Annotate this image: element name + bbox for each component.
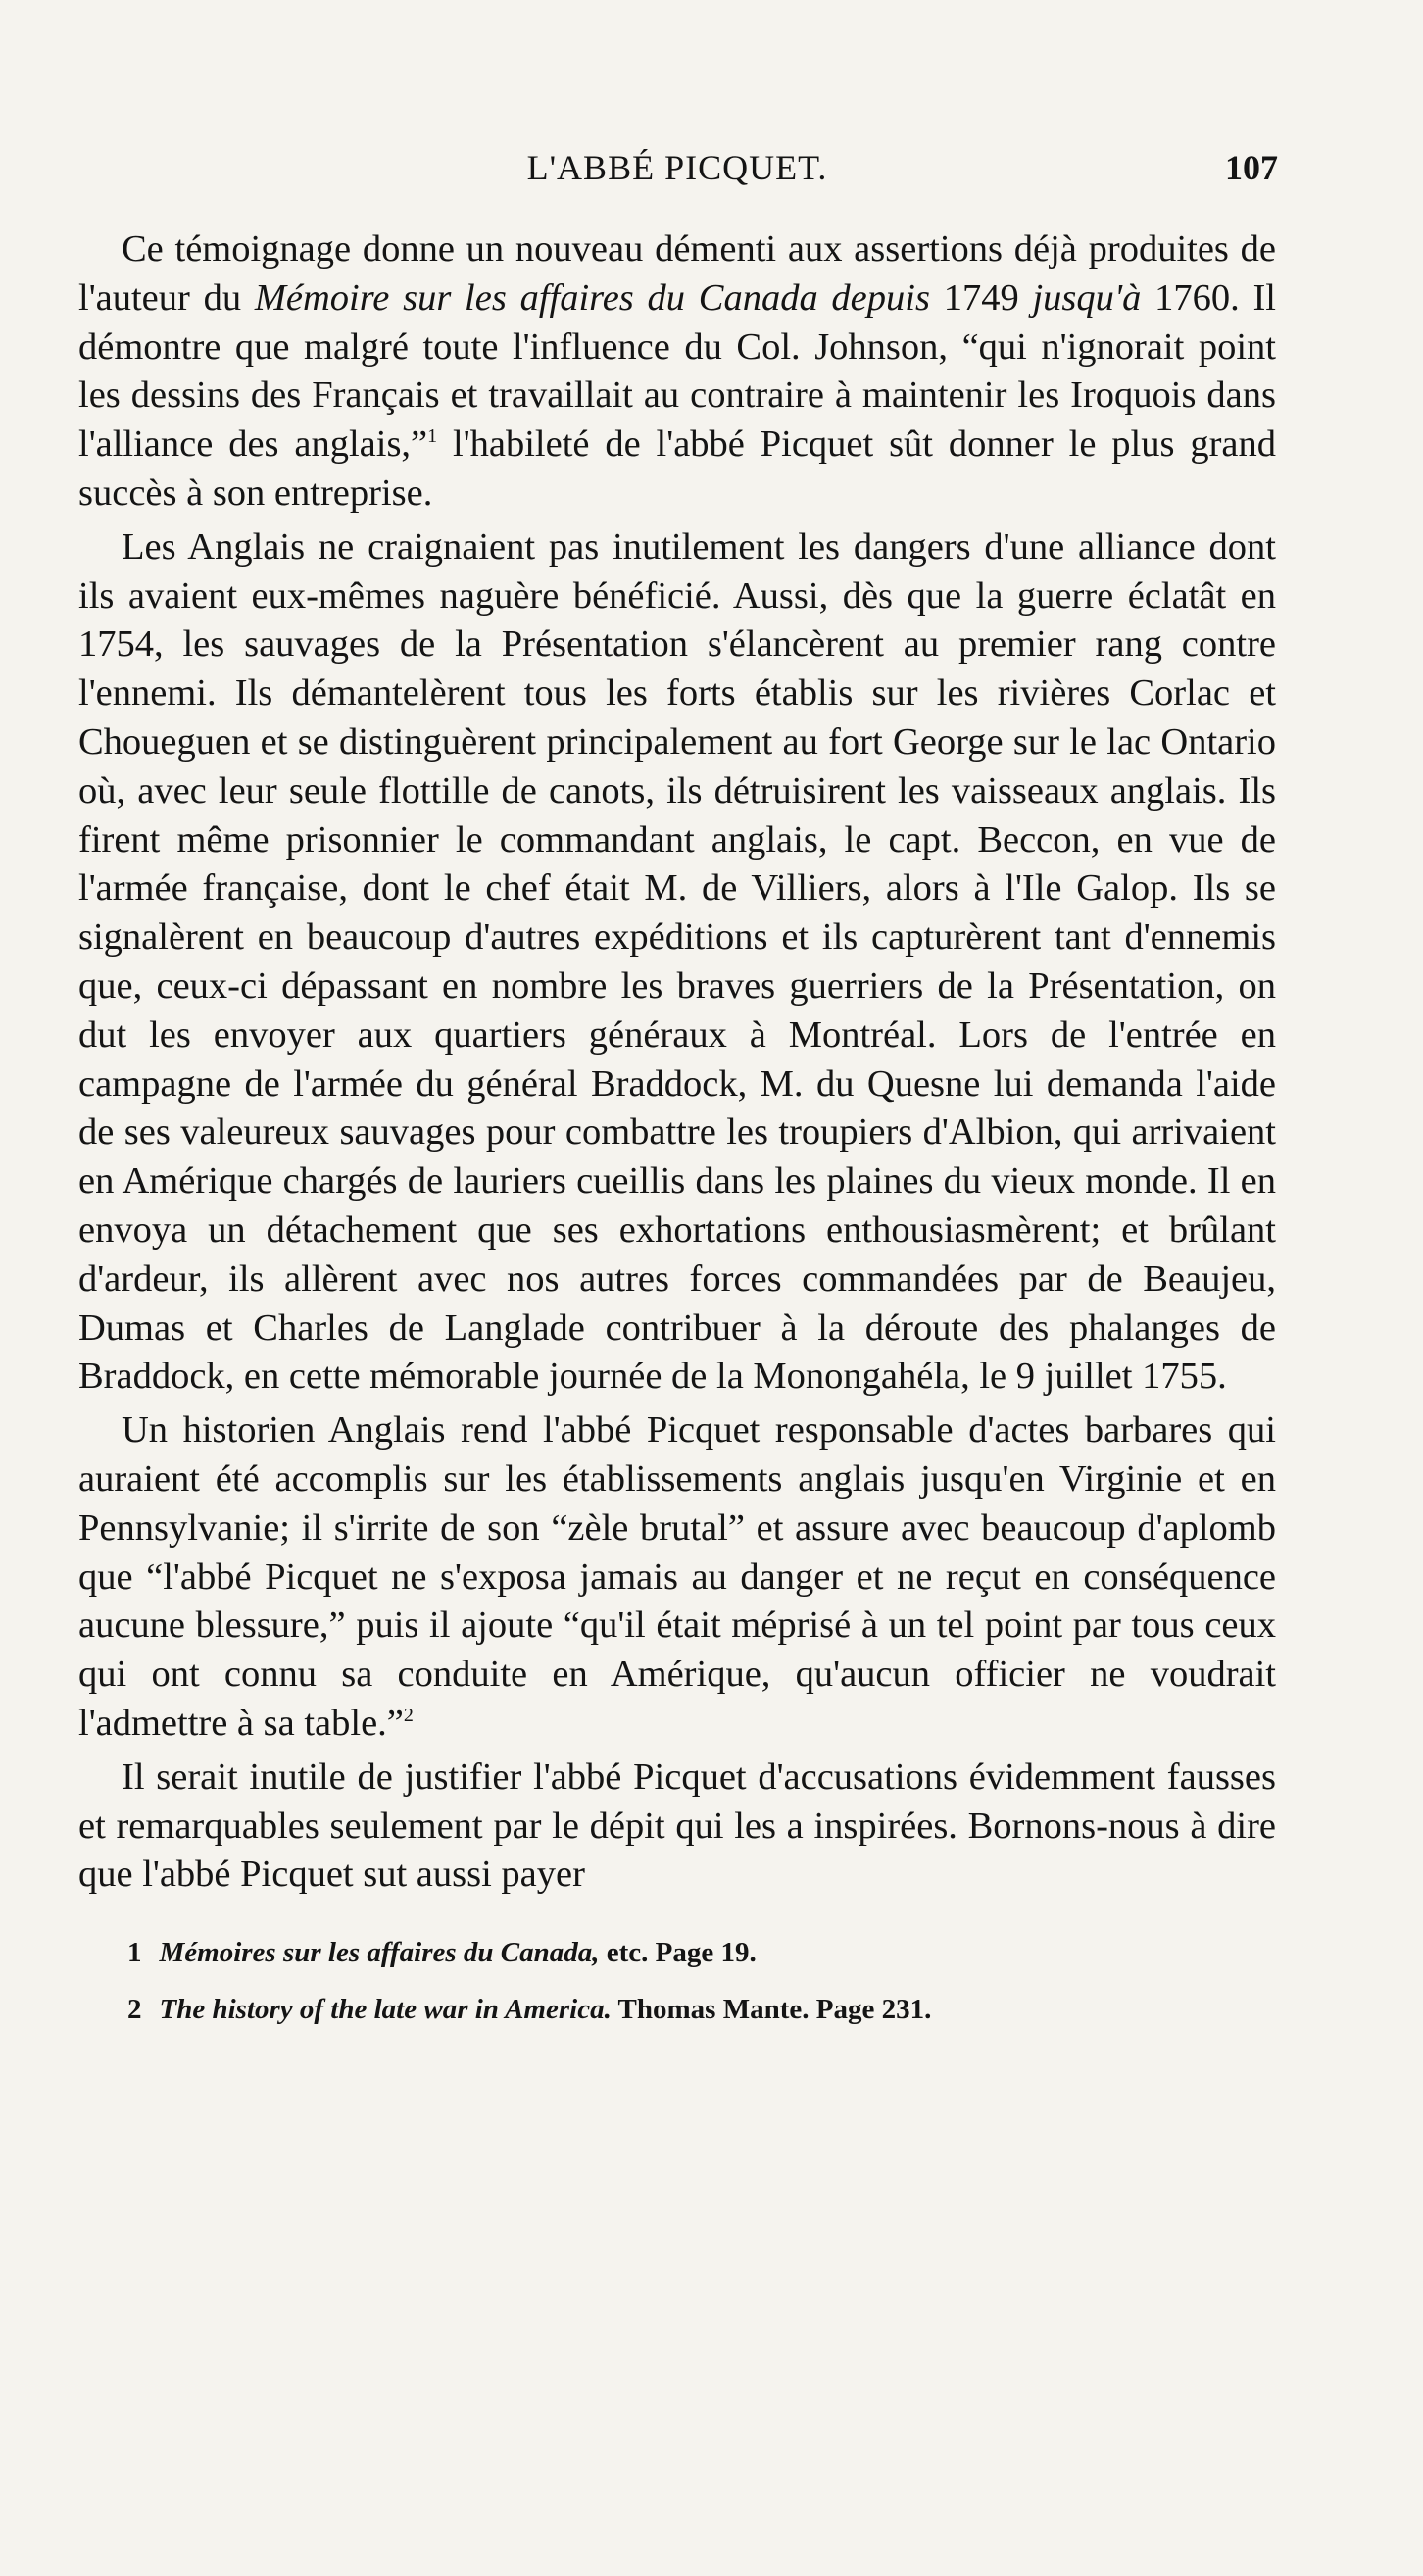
cited-title: Mémoire sur les affaires du Canada depuis — [254, 276, 930, 319]
body-text — [78, 225, 1276, 1900]
paragraph-1-text-c: 1760. Il démontre que malgré toute l'influence du Col. Johnson, “qui n'ignorait point les dessins des Français et travaillait au contraire à maintenir les Iroquois dans l'alliance des anglais,” — [78, 276, 1276, 466]
running-title: L'ABBÉ PICQUET. — [526, 148, 828, 187]
page — [78, 147, 1276, 2045]
paragraph-1-text-b: 1749 — [929, 276, 1033, 319]
footnote-number: 2 — [127, 1994, 142, 2026]
footnote-ref-2: 2 — [403, 1704, 414, 1726]
paragraph-1-text-a: Ce témoignage donne un nouveau démenti aux assertions déjà produites de l'auteur du — [78, 228, 1276, 319]
footnote-2 — [78, 1988, 1276, 2031]
page-number: 107 — [1225, 148, 1278, 187]
page-header — [78, 147, 1276, 206]
footnote-1 — [78, 1931, 1276, 1974]
paragraph-3 — [78, 1407, 1276, 1749]
footnote-number: 1 — [127, 1937, 142, 1969]
footnote-ref-1: 1 — [427, 425, 438, 448]
paragraph-4: Il serait inutile de justifier l'abbé Picquet d'accusations évidemment fausses et remarquables seulement par le dépit qui les a inspirées. Bornons-nous à dire que l'abbé Picquet sut aussi payer — [78, 1756, 1276, 1896]
paragraph-3-text: Un historien Anglais rend l'abbé Picquet responsable d'actes barbares qui auraient été accomplis sur les établissements anglais jusqu'en Virginie et en Pennsylvanie; il s'irrite de son “zèle brutal” et assure avec beaucoup d'aplomb que “l'abbé Picquet ne s'exposa jamais au danger et ne reçut en conséquence aucune blessure,” puis il ajoute “qu'il était méprisé à un tel point par tous ceux qui ont connu sa conduite en Amérique, qu'aucun officier ne voudrait l'admettre à sa table.” — [78, 1410, 1276, 1744]
paragraph-2: Les Anglais ne craignaient pas inutilement les dangers d'une alliance dont ils avaient eux-mêmes naguère bénéficié. Aussi, dès que la guerre éclatât en 1754, les sauvages de la Présentation s'élancèrent au premier rang contre l'ennemi. Ils démantelèrent tous les forts établis sur les rivières Corlac et Choueguen et se distinguèrent principalement au fort George sur le lac Ontario où, avec leur seule flottille de canots, ils détruisirent les vaisseaux anglais. Ils firent même prisonnier le commandant anglais, le capt. Beccon, en vue de l'armée française, dont le chef était M. de Villiers, alors à l'Ile Galop. Ils se signalèrent en beaucoup d'autres expéditions et ils capturèrent tant d'ennemis que, ceux-ci dépassant en nombre les braves guerriers de la Présentation, on dut les envoyer aux quartiers généraux à Montréal. Lors de l'entrée en campagne de l'armée du général Braddock, M. du Quesne lui demanda l'aide de ses valeureux sauvages pour combattre les troupiers d'Albion, qui arrivaient en Amérique chargés de lauriers cueillis dans les plaines du vieux monde. Il en envoya un détachement que ses exhortations enthousiasmèrent; et brûlant d'ardeur, ils allèrent avec nos autres forces commandées par de Beaujeu, Dumas et Charles de Langlade contribuer à la déroute des phalanges de Braddock, en cette mémorable journée de la Monongahéla, le 9 juillet 1755. — [78, 525, 1276, 1398]
footnote-title: Mémoires sur les affaires du Canada, — [159, 1937, 600, 1969]
footnote-title: The history of the late war in America. — [159, 1994, 612, 2026]
footnote-text: etc. Page 19. — [599, 1937, 757, 1969]
footnotes — [78, 1931, 1276, 2031]
footnote-text: Thomas Mante. Page 231. — [611, 1994, 932, 2026]
paragraph-1 — [78, 225, 1276, 519]
paragraph-1-text-d: l'habileté de l'abbé Picquet sût donner le plus grand succès à son entreprise. — [78, 423, 1276, 514]
cited-title-jusqua: jusqu'à — [1032, 276, 1142, 319]
